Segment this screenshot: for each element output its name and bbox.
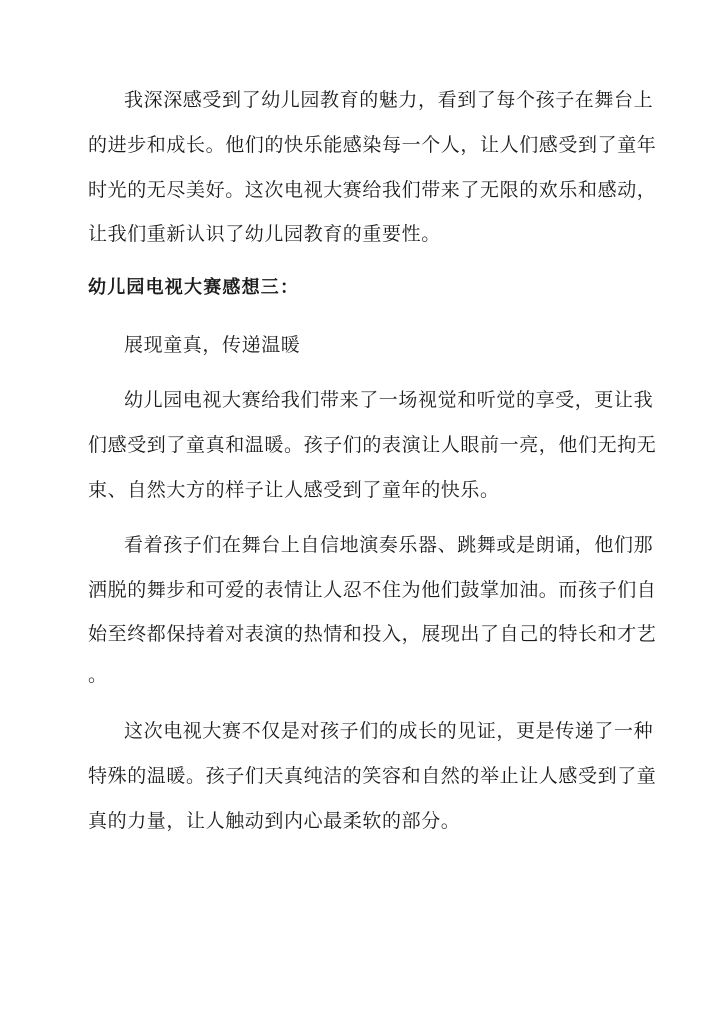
para4-line-2: 特殊的温暖。孩子们天真纯洁的笑容和自然的举止让人感受到了童 <box>88 765 657 787</box>
para4-line-3: 真的力量，让人触动到内心最柔软的部分。 <box>88 810 461 832</box>
section-subtitle: 展现童真，传递温暖 <box>124 334 301 356</box>
para2-line-3: 束、自然大方的样子让人感受到了童年的快乐。 <box>88 479 500 501</box>
para2-line-2: 们感受到了童真和温暖。孩子们的表演让人眼前一亮，他们无拘无 <box>88 434 657 456</box>
section-heading: 幼儿园电视大赛感想三： <box>88 277 300 298</box>
para3-line-3: 始至终都保持着对表演的热情和投入，展现出了自己的特长和才艺 <box>88 623 657 645</box>
para3-line-1: 看着孩子们在舞台上自信地演奏乐器、跳舞或是朗诵，他们那 <box>124 534 654 556</box>
para1-line-2: 的进步和成长。他们的快乐能感染每一个人，让人们感受到了童年 <box>88 134 657 156</box>
para1-line-3: 时光的无尽美好。这次电视大赛给我们带来了无限的欢乐和感动， <box>88 179 657 201</box>
para4-line-1: 这次电视大赛不仅是对孩子们的成长的见证，更是传递了一种 <box>124 720 654 742</box>
para1-line-1: 我深深感受到了幼儿园教育的魅力，看到了每个孩子在舞台上 <box>124 89 654 111</box>
para2-line-1: 幼儿园电视大赛给我们带来了一场视觉和听觉的享受，更让我 <box>124 389 654 411</box>
para3-line-2: 洒脱的舞步和可爱的表情让人忍不住为他们鼓掌加油。而孩子们自 <box>88 579 657 601</box>
para1-line-4: 让我们重新认识了幼儿园教育的重要性。 <box>88 223 441 245</box>
para3-line-4: 。 <box>88 664 108 686</box>
